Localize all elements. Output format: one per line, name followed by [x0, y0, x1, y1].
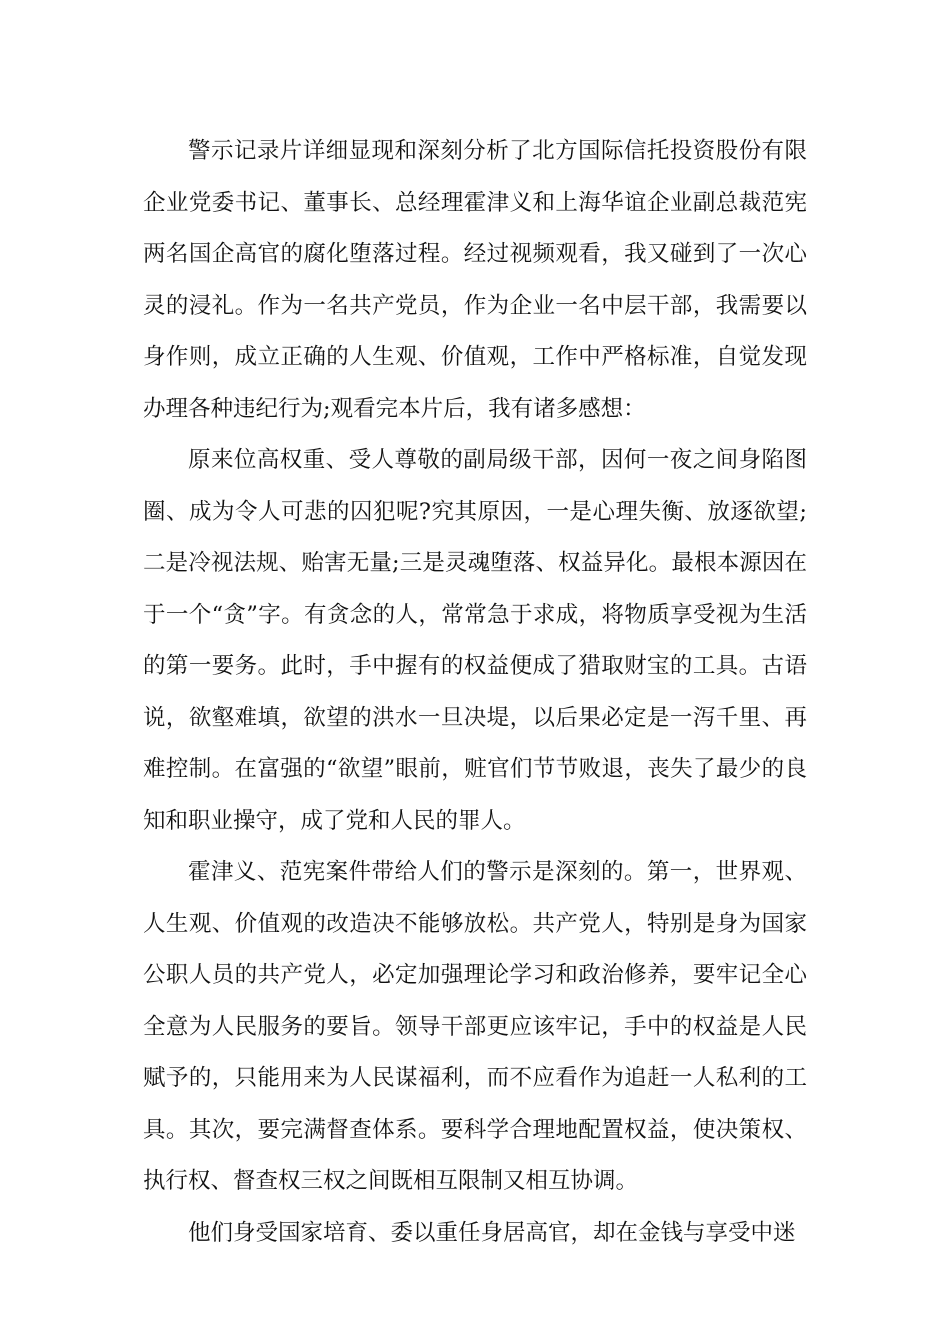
- document-body: [143, 126, 807, 1259]
- paragraph-1: 警示记录片详细显现和深刻分析了北方国际信托投资股份有限企业党委书记、董事长、总经理霍津义和上海华谊企业副总裁范宪两名国企高官的腐化堕落过程。经过视频观看，我又碰到了一次心灵的浸礼。作为一名共产党员，作为企业一名中层干部，我需要以身作则，成立正确的人生观、价值观，工作中严格标准，自觉发现办理各种违纪行为;观看完本片后，我有诸多感想：: [143, 138, 807, 422]
- paragraph-3: 霍津义、范宪案件带给人们的警示是深刻的。第一，世界观、人生观、价值观的改造决不能够放松。共产党人，特别是身为国家公职人员的共产党人，必定加强理论学习和政治修养，要牢记全心全意为人民服务的要旨。领导干部更应该牢记，手中的权益是人民赋予的，只能用来为人民谋福利，而不应看作为追赶一人私利的工具。其次，要完满督查体系。要科学合理地配置权益，使决策权、执行权、督查权三权之间既相互限制又相互协调。: [143, 859, 807, 1194]
- paragraph-4: 他们身受国家培育、委以重任身居高官，却在金钱与享受中迷: [188, 1219, 796, 1246]
- paragraph-2: 原来位高权重、受人尊敬的副局级干部，因何一夜之间身陷图圈、成为令人可悲的囚犯呢?究其原因，一是心理失衡、放逐欲望;二是冷视法规、贻害无量;三是灵魂堕落、权益异化。最根本源因在于一个“贪”字。有贪念的人，常常急于求成，将物质享受视为生活的第一要务。此时，手中握有的权益便成了猎取财宝的工具。古语说，欲壑难填，欲望的洪水一旦决堤，以后果必定是一泻千里、再难控制。在富强的“欲望”眼前，赃官们节节败退，丧失了最少的良知和职业操守，成了党和人民的罪人。: [143, 447, 807, 834]
